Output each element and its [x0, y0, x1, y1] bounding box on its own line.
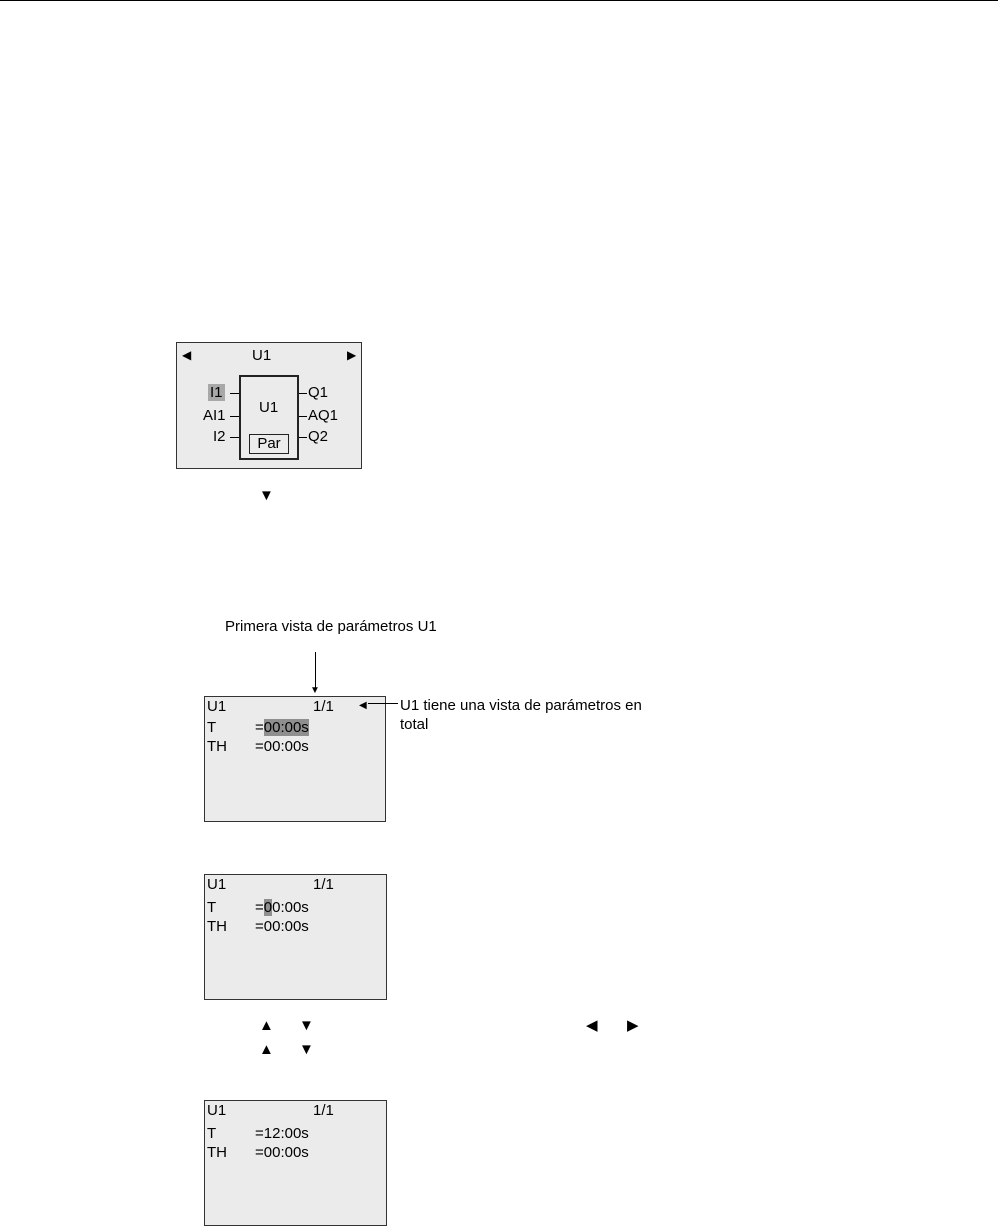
param-name: T — [207, 1125, 217, 1142]
screen3-header — [207, 1102, 385, 1120]
param-value-t[interactable]: 00:00s — [263, 719, 309, 736]
parameter-screen-1 — [204, 696, 386, 822]
equals-sign: = — [255, 738, 264, 755]
screen2-header — [207, 876, 385, 894]
key-down-icon: ▼ — [299, 1041, 314, 1058]
screen1-page: 1/1 — [313, 698, 334, 715]
equals-sign: = — [255, 719, 264, 736]
equals-sign: = — [255, 918, 264, 935]
input-ai1[interactable]: AI1 — [203, 407, 226, 424]
screen3-row-t — [207, 1125, 385, 1143]
input-i2-wire — [230, 437, 239, 438]
input-i1[interactable]: I1 — [210, 384, 223, 401]
screen3-row-th — [207, 1144, 385, 1162]
key-down-icon: ▼ — [259, 487, 274, 504]
par-button[interactable]: Par — [249, 434, 289, 454]
key-up-icon: ▲ — [259, 1017, 274, 1034]
param-value — [255, 899, 309, 917]
output-q2[interactable]: Q2 — [308, 428, 329, 445]
screen2-row-t — [207, 899, 385, 917]
annotation-left-arrowhead: ◀ — [359, 700, 367, 711]
screen2-row-th — [207, 918, 385, 936]
function-block-name: U1 — [259, 399, 279, 416]
param-value — [255, 738, 309, 756]
key-right-icon: ▶ — [627, 1017, 639, 1034]
param-value-th[interactable]: 00:00s — [263, 918, 309, 935]
annotation-left-line — [368, 703, 398, 704]
param-value-t[interactable]: 12:00s — [263, 1125, 309, 1142]
annotation-first-view: Primera vista de parámetros U1 — [225, 618, 437, 635]
screen3-title: U1 — [207, 1102, 227, 1119]
cursor-digit[interactable]: 0 — [263, 899, 273, 916]
annotation-down-arrowhead: ▼ — [310, 685, 320, 696]
output-aq1-wire — [299, 416, 307, 417]
param-name: T — [207, 719, 217, 736]
right-arrow-icon[interactable]: ▶ — [347, 348, 357, 362]
input-i1-wire — [230, 393, 239, 394]
param-value — [255, 1125, 309, 1143]
screen2-title: U1 — [207, 876, 227, 893]
param-value — [255, 719, 309, 737]
screen1-row-th — [207, 738, 385, 756]
param-name: TH — [207, 1144, 227, 1161]
param-name: T — [207, 899, 217, 916]
input-ai1-wire — [230, 416, 239, 417]
param-value — [255, 1144, 309, 1162]
param-value-rest: 0:00s — [272, 899, 309, 916]
param-name: TH — [207, 918, 227, 935]
equals-sign: = — [255, 1144, 264, 1161]
key-left-icon: ◀ — [586, 1017, 598, 1034]
equals-sign: = — [255, 1125, 264, 1142]
screen3-page: 1/1 — [313, 1102, 334, 1119]
parameter-screen-2 — [204, 874, 387, 1000]
screen2-page: 1/1 — [313, 876, 334, 893]
output-aq1[interactable]: AQ1 — [308, 407, 339, 424]
input-i2[interactable]: I2 — [213, 428, 226, 445]
output-q1[interactable]: Q1 — [308, 384, 329, 401]
page-top-rule — [0, 0, 998, 1]
param-value-th[interactable]: 00:00s — [263, 1144, 309, 1161]
block-screen-title: U1 — [252, 347, 272, 364]
param-value — [255, 918, 309, 936]
output-q2-wire — [299, 437, 307, 438]
parameter-screen-3 — [204, 1100, 387, 1226]
key-up-icon: ▲ — [259, 1041, 274, 1058]
screen1-row-t — [207, 719, 385, 737]
param-value-th[interactable]: 00:00s — [263, 738, 309, 755]
annotation-one-view: U1 tiene una vista de parámetros en total — [400, 697, 642, 733]
param-name: TH — [207, 738, 227, 755]
function-block — [239, 375, 299, 460]
equals-sign: = — [255, 899, 264, 916]
key-down-icon: ▼ — [299, 1017, 314, 1034]
left-arrow-icon[interactable]: ◀ — [182, 348, 192, 362]
output-q1-wire — [299, 393, 307, 394]
block-diagram-screen — [176, 342, 362, 469]
screen1-title: U1 — [207, 698, 227, 715]
